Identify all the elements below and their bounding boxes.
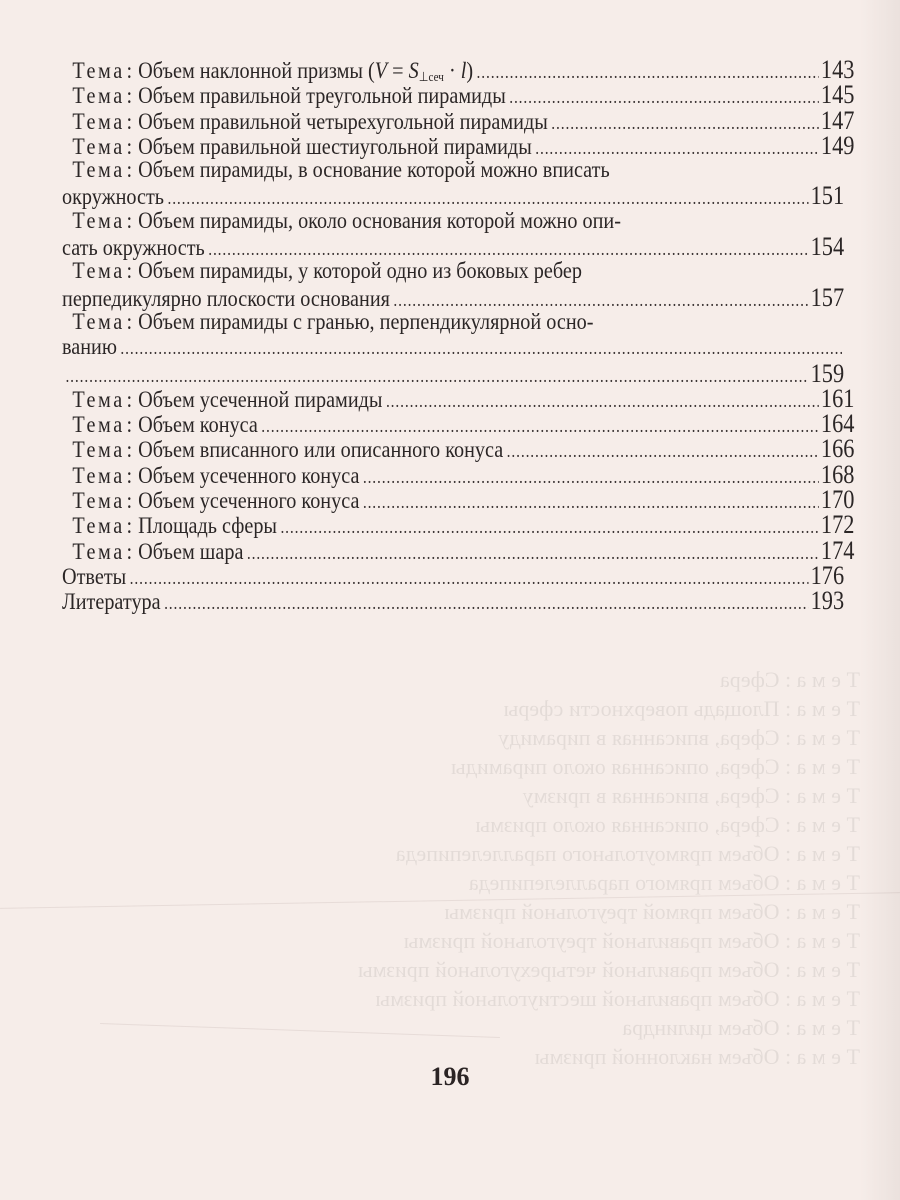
toc-entry-line [62,459,855,489]
toc-entry-title: окружность [62,184,165,211]
toc-page-number: 143 [820,55,855,84]
bleed-through-text [60,665,860,1071]
toc-entry-line [62,586,845,616]
toc-entry-line [62,209,854,234]
toc-entry-line [62,383,855,413]
tema-colon: : [126,513,133,540]
toc-entry-line [62,510,855,540]
tema-label: Тема [72,538,125,565]
toc-entry-title: Объем пирамиды, около основания которой можно опи- [138,207,621,234]
tema-label: Тема [72,488,125,515]
toc-entry-line [62,335,844,360]
toc-page-number: 193 [810,586,845,616]
toc-entry-title: сать окружность [62,235,205,262]
toc-entry[interactable] [62,409,855,439]
toc-page-number: 161 [820,383,855,413]
toc-entry[interactable] [62,535,855,565]
toc-entry-title: Литература [62,589,161,616]
tema-colon: : [126,133,133,160]
bleed-through-line: Т е м а : Сфера, описанная около пирамиды [451,754,860,779]
tema-label: Тема [72,58,125,84]
tema-colon: : [126,308,133,335]
bleed-through-line: Т е м а : Объем правильной четырехугольной призмы [357,957,860,982]
toc-entry[interactable] [62,383,855,413]
tema-label: Тема [72,133,125,160]
toc-page-number: 168 [820,459,855,489]
toc-page-number: 176 [810,560,845,590]
tema-label: Тема [72,412,125,439]
toc-page-number: 145 [820,80,855,110]
toc-entry[interactable] [62,130,855,160]
toc-page-number: 151 [810,181,845,211]
toc-entry-title: Объем правильной шестиугольной пирамиды [138,133,532,160]
toc-entry-line [62,181,845,211]
toc-entry-line [62,57,854,82]
toc-entry[interactable] [62,485,855,515]
tema-label: Тема [72,462,125,489]
toc-entry-line [62,409,855,439]
bleed-through-line: Т е м а : Объем цилиндра [622,1015,860,1040]
paper-crease [0,892,900,909]
dot-leader [164,591,809,616]
toc-entry-line [62,434,855,464]
tema-colon: : [126,157,133,184]
toc-entry-title: Объем усеченного конуса [138,488,360,515]
tema-colon: : [126,58,133,84]
toc-entry-title: Ответы [62,563,127,590]
toc-entry-line [62,105,855,135]
toc-entry-title: Объем правильной четырехугольной пирамиды [138,108,548,135]
tema-label: Тема [72,437,125,464]
toc-page-number: 154 [810,232,845,262]
tema-colon: : [126,108,133,135]
toc-entry[interactable] [62,310,844,386]
toc-entry-line [62,560,845,590]
toc-entry-title: Объем пирамиды с гранью, перпендикулярной осно- [138,308,594,335]
dot-leader [120,336,842,361]
tema-label: Тема [72,108,125,135]
tema-label: Тема [72,258,125,285]
tema-label: Тема [72,308,125,335]
toc-entry[interactable] [62,80,855,110]
toc-entry-title: Объем усеченного конуса [138,462,360,489]
toc-page-number: 170 [820,485,855,515]
bleed-through-line: Т е м а : Объем прямой треугольной призмы [444,899,860,924]
toc-entry-title: перпедикулярно плоскости основания [62,285,390,312]
table-of-contents [62,55,855,616]
page-number: 196 [430,1062,470,1091]
tema-label: Тема [72,83,125,110]
bleed-through-line: Т е м а : Объем прямоугольного параллелепипеда [395,841,860,866]
bleed-through-line: Т е м а : Сфера [720,667,860,692]
tema-colon: : [126,83,133,110]
toc-page-number: 149 [820,130,855,160]
bleed-through-line: Т е м а : Объем прямого параллелепипеда [468,870,860,895]
tema-label: Тема [72,157,125,184]
tema-colon: : [126,538,133,565]
toc-entry-title: Объем пирамиды, в основание которой можно вписать [138,157,610,184]
toc-entry-title: Объем правильной треугольной пирамиды [138,83,506,110]
bleed-through-line: Т е м а : Площадь поверхности сферы [503,696,860,721]
tema-colon: : [126,207,133,234]
bleed-through-line: Т е м а : Объем правильной шестиугольной призмы [375,986,860,1011]
toc-entry-title: Объем усеченной пирамиды [138,386,383,413]
toc-entry[interactable] [62,105,855,135]
toc-entry-title: Объем вписанного или описанного конуса [138,437,504,464]
toc-entry-line [62,535,855,565]
tema-colon: : [126,412,133,439]
toc-entry-line [62,358,845,388]
toc-entry-line [62,282,845,312]
toc-entry-line [62,232,845,262]
toc-entry-title: Объем шара [138,538,244,565]
toc-page-number: 157 [810,282,845,312]
toc-entry-line [62,80,855,110]
tema-colon: : [126,258,133,285]
tema-label: Тема [72,513,125,540]
toc-entry-line [62,259,854,284]
toc-entry-title: Объем конуса [138,412,258,439]
toc-entry[interactable] [62,560,845,590]
toc-entry[interactable] [62,586,845,616]
page-edge-shadow [860,0,900,1200]
toc-entry-title: ванию [62,334,117,361]
toc-entry-line [62,310,854,335]
toc-page-number: 172 [820,510,855,540]
toc-page-number: 174 [820,535,855,565]
paper-crease [100,1023,500,1038]
toc-entry[interactable] [62,434,855,464]
bleed-through-line: Т е м а : Сфера, вписанная в пирамиду [498,725,860,750]
toc-page-number: 166 [820,434,855,464]
tema-colon: : [126,462,133,489]
toc-entry[interactable] [62,158,844,209]
tema-colon: : [126,437,133,464]
toc-entry-line [62,485,855,515]
toc-page-number: 164 [820,409,855,439]
toc-entry[interactable] [62,510,855,540]
tema-label: Тема [72,207,125,234]
tema-colon: : [126,386,133,413]
toc-entry[interactable] [62,209,844,260]
toc-entry[interactable] [62,259,844,310]
toc-entry-line [62,130,855,160]
tema-colon: : [126,488,133,515]
toc-entry[interactable] [62,55,855,84]
toc-page-number: 147 [820,105,855,135]
toc-entry-title: Объем пирамиды, у которой одно из боковых ребер [138,258,582,285]
toc-page-number: 159 [810,358,845,388]
bleed-through-line: Т е м а : Объем правильной треугольной призмы [403,928,860,953]
toc-entry[interactable] [62,459,855,489]
toc-entry-title: Площадь сферы [138,513,277,540]
tema-label: Тема [72,386,125,413]
bleed-through-line: Т е м а : Сфера, описанная около призмы [475,812,860,837]
bleed-through-line: Т е м а : Сфера, вписанная в призму [522,783,860,808]
toc-entry-title-formula: Объем наклонной призмы $(V = S_{\perp сеч} \cdot l)$ [138,58,474,84]
toc-entry-line [62,158,854,183]
bleed-through-line: Т е м а : Объем наклонной призмы [534,1044,860,1069]
